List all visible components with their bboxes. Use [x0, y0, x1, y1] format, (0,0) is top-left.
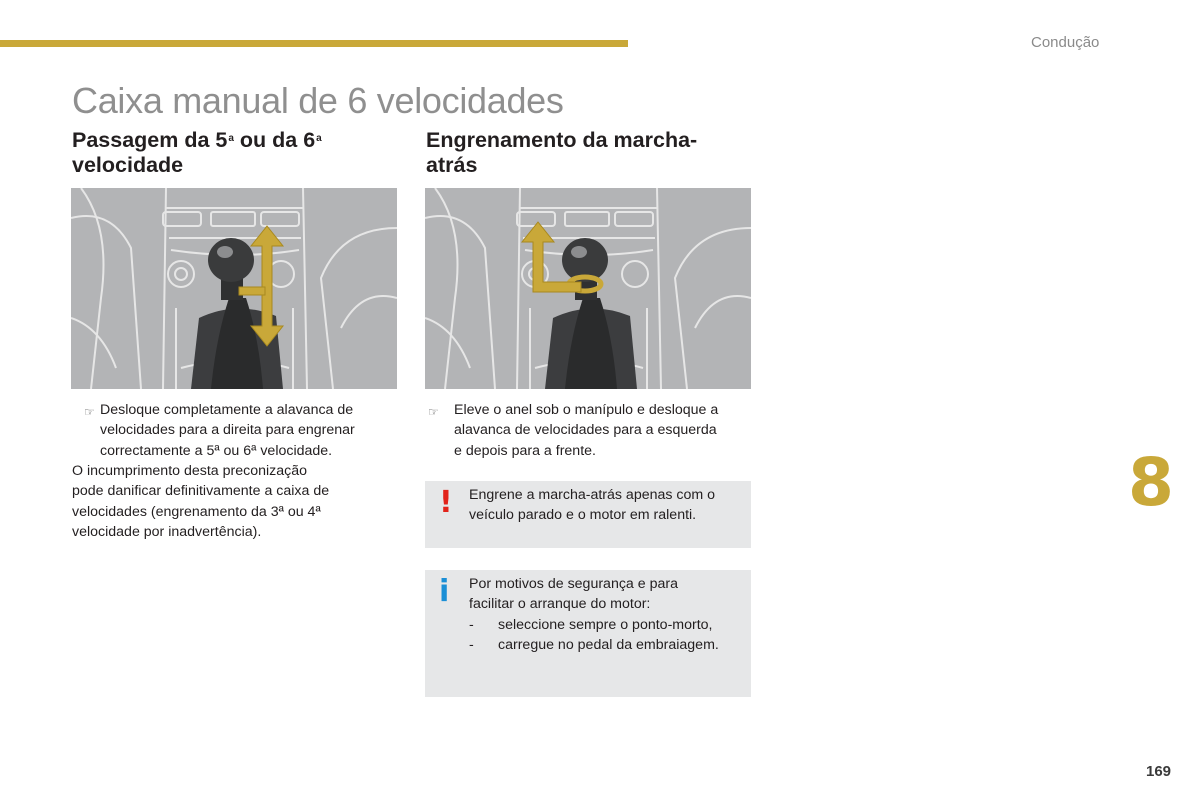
heading-shift-5-6: Passagem da 5$^a$ ou da 6$^a$ velocidade	[72, 128, 322, 177]
info-line: Por motivos de segurança e para	[469, 576, 678, 592]
page-number: 169	[1146, 763, 1172, 780]
right-bullet-line: alavanca de velocidades para a esquerda	[454, 422, 717, 439]
paragraph-line: O incumprimento desta preconização	[72, 463, 308, 479]
right-bullet-line: e depois para a frente.	[454, 442, 596, 459]
paragraph-line: velocidades (engrenamento da 3ª ou 4ª	[72, 503, 321, 520]
info-box: i Por motivos de segurança e para facilitar o arranque do motor: - seleccione sempre o ponto-morto, - carregue no pedal da embraiagem.	[425, 570, 751, 697]
paragraph-line: pode danificar definitivamente a caixa de	[72, 483, 330, 500]
header-accent-bar	[0, 40, 628, 47]
bullet-hand-icon: ☞	[428, 405, 439, 419]
bullet-hand-icon: ☞	[84, 405, 95, 419]
warning-line: veículo parado e o motor em ralenti.	[469, 507, 697, 524]
gear-lever-figure-5-6	[71, 188, 397, 389]
chapter-number: 8	[1128, 444, 1174, 521]
right-bullet-line: Eleve o anel sob o manípulo e desloque a	[454, 402, 719, 418]
heading-reverse-gear: Engrenamento da marcha- atrás	[426, 128, 698, 177]
left-bullet-line: velocidades para a direita para engrenar	[100, 422, 355, 439]
info-icon: i	[439, 574, 450, 609]
left-bullet-line: correctamente a 5ª ou 6ª velocidade.	[100, 442, 333, 459]
warning-box	[425, 481, 751, 548]
page-title: Caixa manual de 6 velocidades	[72, 80, 564, 121]
left-paragraph	[72, 461, 402, 542]
left-bullet-line: Desloque completamente a alavanca de	[100, 402, 354, 418]
warning-line: Engrene a marcha-atrás apenas com o	[469, 487, 716, 503]
paragraph-line: velocidade por inadvertência).	[72, 523, 262, 540]
warning-icon: !	[439, 485, 453, 520]
section-label: Condução	[1031, 34, 1100, 51]
info-line: facilitar o arranque do motor:	[469, 596, 651, 613]
gear-lever-figure-reverse	[425, 188, 751, 389]
